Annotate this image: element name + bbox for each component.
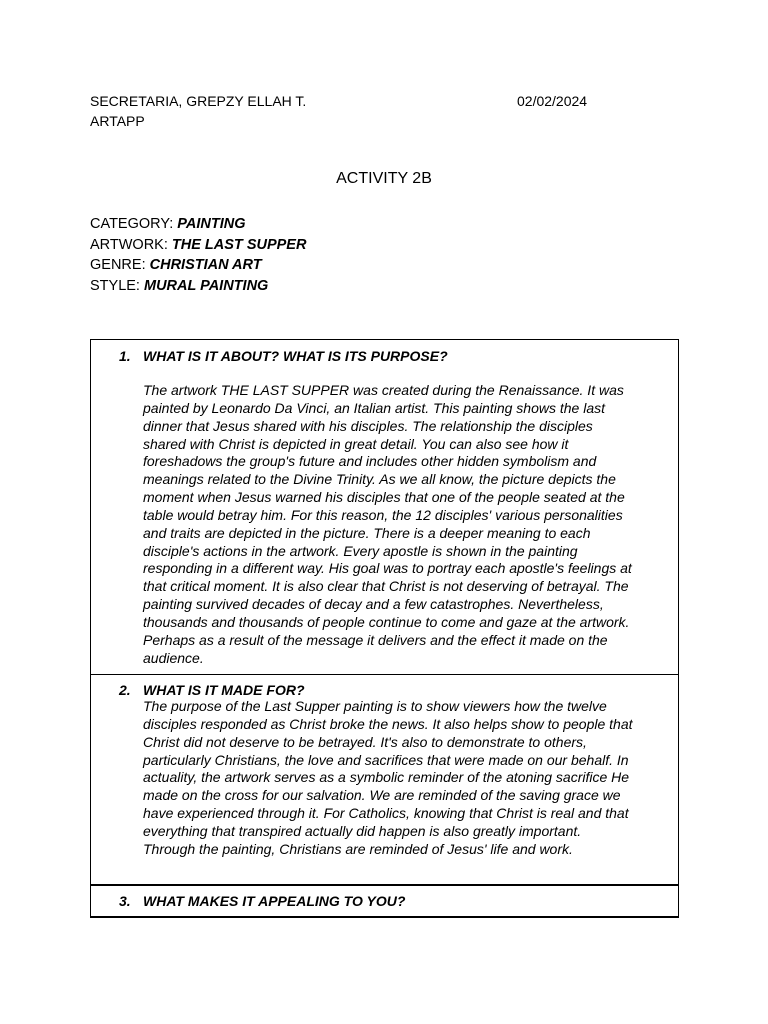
question-number: 3. bbox=[119, 893, 131, 909]
meta-genre-value: CHRISTIAN ART bbox=[149, 257, 262, 274]
answer-line: disciple's actions in the artwork. Every apostle is shown in the painting bbox=[143, 542, 578, 559]
answer-text-2 bbox=[143, 698, 675, 859]
answer-line: table would betray him. For this reason, the 12 disciples' various personalities bbox=[143, 506, 623, 523]
answer-line: audience. bbox=[143, 649, 204, 666]
question-number: 2. bbox=[119, 682, 131, 698]
answer-line: meanings related to the Divine Trinity. As we all know, the picture depicts the bbox=[143, 471, 616, 488]
answer-line: Perhaps as a result of the message it delivers and the effect it made on the bbox=[143, 631, 608, 648]
answer-line: responding in a different way. His goal was to portray each apostle's feelings at bbox=[143, 560, 632, 577]
question-number: 1. bbox=[119, 348, 131, 364]
answer-line: Through the painting, Christians are reminded of Jesus' life and work. bbox=[143, 840, 573, 857]
question-cell-2 bbox=[90, 675, 679, 886]
meta-style-value: MURAL PAINTING bbox=[144, 278, 269, 295]
artwork-meta bbox=[90, 214, 306, 297]
answer-line: shared with Christ is depicted in great detail. You can also see how it bbox=[143, 435, 569, 452]
activity-title: ACTIVITY 2B bbox=[336, 170, 432, 187]
meta-genre bbox=[90, 255, 306, 276]
meta-artwork bbox=[90, 235, 306, 256]
submission-date: 02/02/2024 bbox=[517, 93, 588, 109]
meta-artwork-value: THE LAST SUPPER bbox=[171, 236, 307, 253]
answer-line: The purpose of the Last Supper painting is to show viewers how the twelve bbox=[143, 698, 607, 714]
answer-line: particularly Christians, the love and sacrifices that were made on our behalf. In bbox=[143, 751, 629, 768]
answer-line: actuality, the artwork serves as a symbolic reminder of the atoning sacrifice He bbox=[143, 769, 630, 786]
questions-table bbox=[90, 339, 679, 918]
question-cell-1 bbox=[90, 339, 679, 675]
answer-line: disciples responded as Christ broke the news. It also helps show to people that bbox=[143, 715, 633, 732]
question-cell-3 bbox=[90, 886, 679, 918]
question-title: WHAT MAKES IT APPEALING TO YOU? bbox=[143, 893, 406, 909]
meta-category bbox=[90, 214, 306, 235]
answer-line: dinner that Jesus shared with his disciples. The relationship the disciples bbox=[143, 417, 593, 434]
answer-line: The artwork THE LAST SUPPER was created during the Renaissance. It was bbox=[143, 382, 624, 398]
course-code: ARTAPP bbox=[90, 113, 145, 129]
answer-line: moment when Jesus warned his disciples that one of the people seated at the bbox=[143, 489, 625, 506]
answer-line: thousands and thousands of people continue to come and gaze at the artwork. bbox=[143, 613, 630, 630]
answer-line: painted by Leonardo Da Vinci, an Italian artist. This painting shows the last bbox=[143, 399, 606, 416]
answer-line: made on the cross for our salvation. We are reminded of the saving grace we bbox=[143, 787, 621, 804]
meta-style-label: STYLE: bbox=[90, 278, 140, 295]
answer-line: Christ did not deserve to be betrayed. It's also to demonstrate to others, bbox=[143, 733, 587, 750]
answer-line: painting survived decades of decay and a few catastrophes. Nevertheless, bbox=[143, 596, 604, 613]
answer-line: have experienced through it. For Catholics, knowing that Christ is real and that bbox=[143, 805, 629, 822]
question-title: WHAT IS IT MADE FOR? bbox=[143, 682, 305, 698]
meta-style bbox=[90, 276, 306, 297]
answer-line: and traits are depicted in the picture. There is a deeper meaning to each bbox=[143, 524, 591, 541]
student-name: SECRETARIA, GREPZY ELLAH T. bbox=[90, 93, 307, 109]
answer-line: that critical moment. It is also clear that Christ is not deserving of betrayal. The bbox=[143, 578, 629, 595]
answer-text-1 bbox=[143, 382, 675, 668]
question-title: WHAT IS IT ABOUT? WHAT IS ITS PURPOSE? bbox=[143, 348, 448, 364]
meta-artwork-label: ARTWORK: bbox=[90, 236, 168, 253]
meta-genre-label: GENRE: bbox=[90, 257, 146, 274]
answer-line: everything that transpired actually did happen is also greatly important. bbox=[143, 822, 582, 839]
meta-category-label: CATEGORY: bbox=[90, 216, 174, 232]
answer-line: foreshadows the group's future and includes other hidden symbolism and bbox=[143, 453, 597, 470]
meta-category-value: PAINTING bbox=[177, 216, 246, 232]
